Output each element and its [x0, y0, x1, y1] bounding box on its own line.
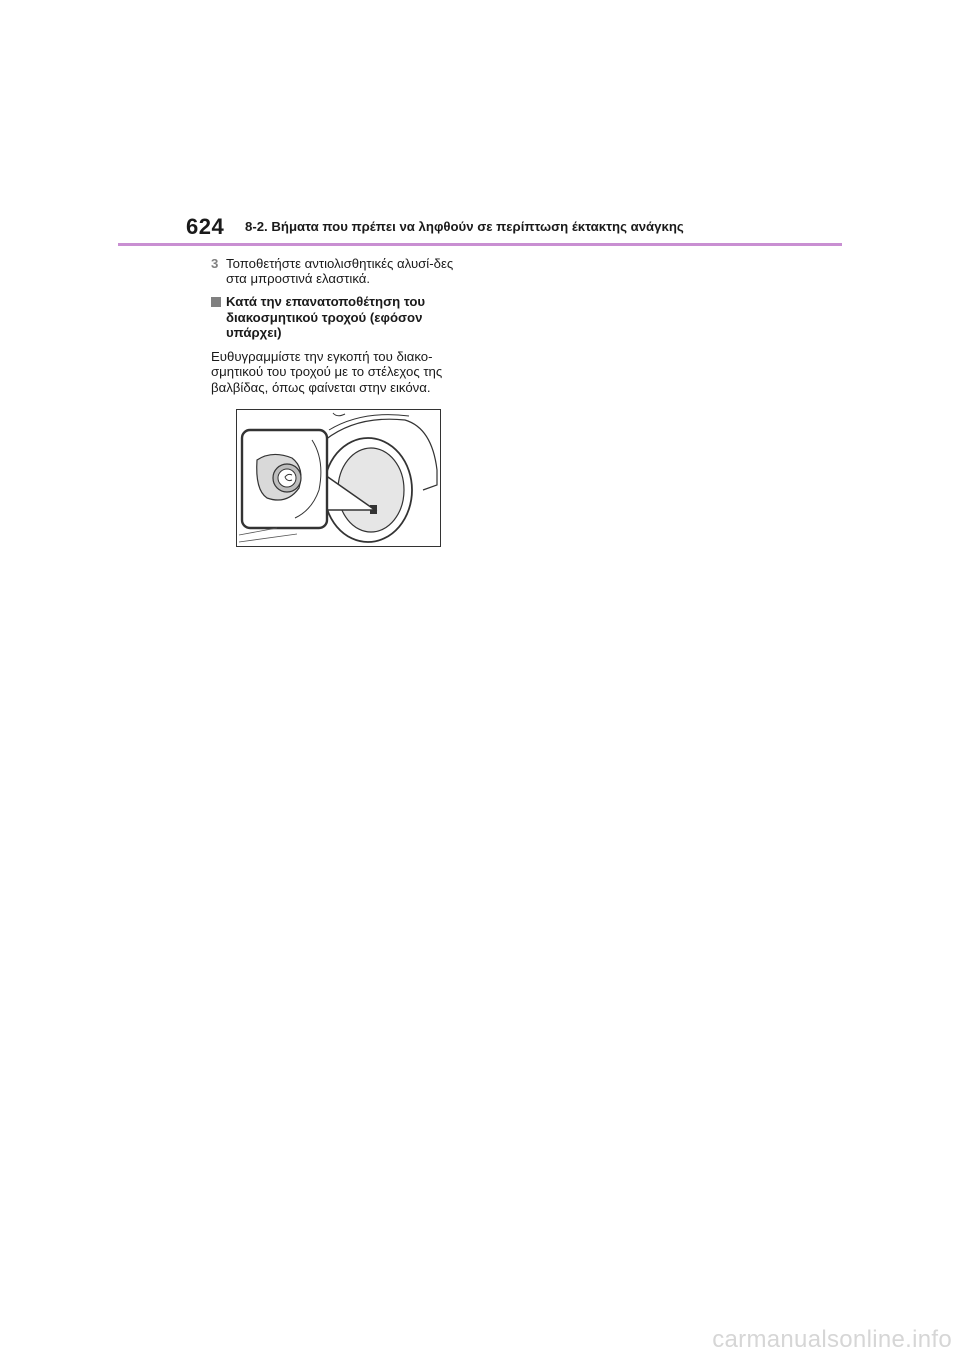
wheel-valve-stem-illustration	[236, 409, 441, 547]
page-number: 624	[186, 214, 225, 239]
content-column	[211, 256, 473, 395]
step-item	[211, 256, 473, 286]
square-bullet-icon	[211, 297, 221, 307]
header-rule	[118, 243, 842, 246]
step-number: 3	[211, 256, 219, 271]
section-title: 8-2. Βήματα που πρέπει να ληφθούν σε περίπτωση έκτακτης ανάγκης	[245, 219, 684, 234]
subheading-text: Κατά την επανατοποθέτηση του διακοσμητικού τροχού (εφόσον υπάρχει)	[226, 294, 426, 340]
subheading	[211, 294, 473, 341]
body-paragraph: Ευθυγραμμίστε την εγκοπή του διακο-σμητικού του τροχού με το στέλεχος της βαλβίδας, όπως φαίνεται στην εικόνα.	[211, 348, 443, 395]
valve-stem-drawing	[237, 410, 440, 546]
step-text: Τοποθετήστε αντιολισθητικές αλυσί-δες στα μπροστινά ελαστικά.	[226, 256, 454, 286]
watermark: carmanualsonline.info	[712, 1326, 952, 1353]
